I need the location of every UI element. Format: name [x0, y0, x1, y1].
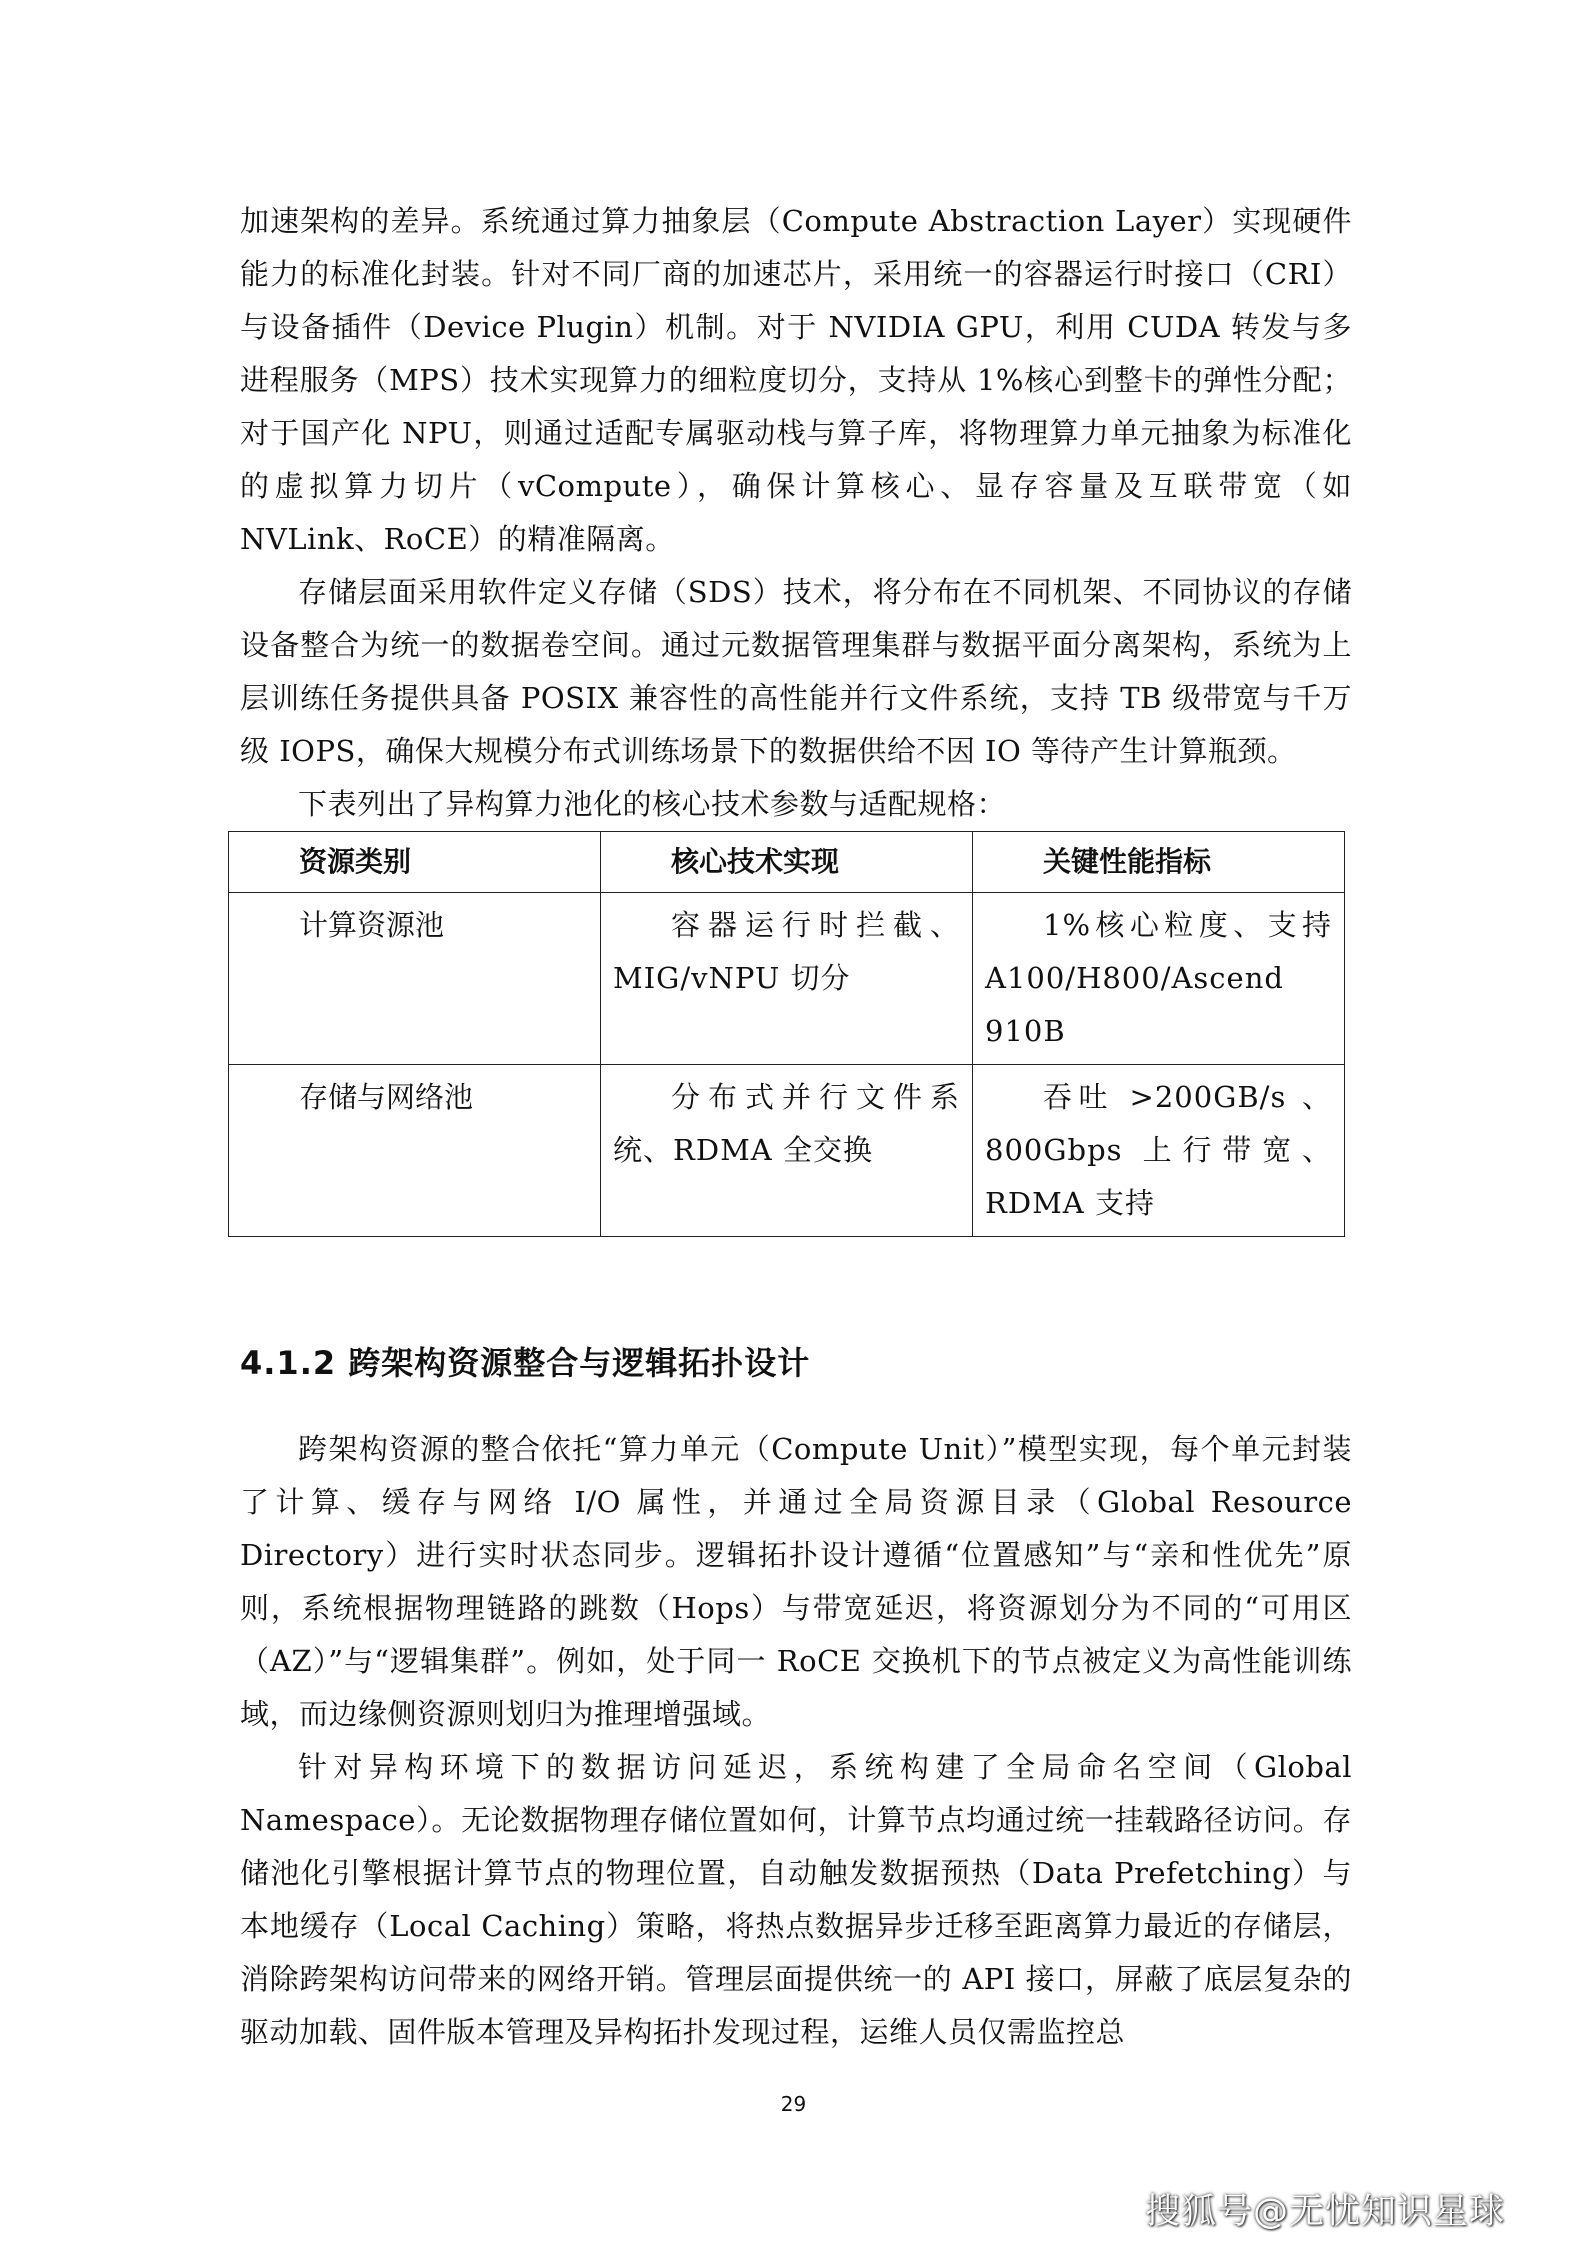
table-cell: 吞吐 >200GB/s 、800Gbps 上行带宽、RDMA 支持 — [973, 1065, 1345, 1237]
spec-table — [228, 831, 1345, 1237]
table-header-cell: 关键性能指标 — [973, 832, 1345, 893]
table-cell: 1%核心粒度、支持 A100/H800/Ascend 910B — [973, 893, 1345, 1065]
paragraph-compute-unit: 跨架构资源的整合依托“算力单元（Compute Unit）”模型实现，每个单元封装了计算、缓存与网络 I/O 属性，并通过全局资源目录（Global Resource Directory）进行实时状态同步。逻辑拓扑设计遵循“位置感知”与“亲和性优先”原则，系统根据物理链路的跳数（Hops）与带宽延迟，将资源划分为不同的“可用区（AZ）”与“逻辑集群”。例如，处于同一 RoCE 交换机下的节点被定义为高性能训练域，而边缘侧资源则划归为推理增强域。 — [240, 1432, 1352, 1731]
table-cell: 容器运行时拦截、MIG/vNPU 切分 — [601, 893, 973, 1065]
table-cell: 分布式并行文件系统、RDMA 全交换 — [601, 1065, 973, 1237]
page-number: 29 — [780, 2092, 807, 2116]
table-header-row — [229, 832, 1345, 893]
paragraph-compute-abstraction: 加速架构的差异。系统通过算力抽象层（Compute Abstraction Layer）实现硬件能力的标准化封装。针对不同厂商的加速芯片，采用统一的容器运行时接口（CRI）与设备插件（Device Plugin）机制。对于 NVIDIA GPU，利用 CUDA 转发与多进程服务（MPS）技术实现算力的细粒度切分，支持从 1%核心到整卡的弹性分配；对于国产化 NPU，则通过适配专属驱动栈与算子库，将物理算力单元抽象为标准化的虚拟算力切片（vCompute），确保计算核心、显存容量及互联带宽（如 NVLink、RoCE）的精准隔离。 — [240, 204, 1352, 556]
table-header-cell: 资源类别 — [229, 832, 601, 893]
paragraph-global-namespace: 针对异构环境下的数据访问延迟，系统构建了全局命名空间（Global Namespace）。无论数据物理存储位置如何，计算节点均通过统一挂载路径访问。存储池化引擎根据计算节点的物理位置，自动触发数据预热（Data Prefetching）与本地缓存（Local Caching）策略，将热点数据异步迁移至距离算力最近的存储层，消除跨架构访问带来的网络开销。管理层面提供统一的 API 接口，屏蔽了底层复杂的驱动加载、固件版本管理及异构拓扑发现过程，运维人员仅需监控总 — [240, 1750, 1352, 2049]
table-header-cell: 核心技术实现 — [601, 832, 973, 893]
table-row — [229, 1065, 1345, 1237]
watermark: 搜狐号@无忧知识星球 — [1144, 2192, 1505, 2232]
paragraph-storage-sds: 存储层面采用软件定义存储（SDS）技术，将分布在不同机架、不同协议的存储设备整合为统一的数据卷空间。通过元数据管理集群与数据平面分离架构，系统为上层训练任务提供具备 POSIX 兼容性的高性能并行文件系统，支持 TB 级带宽与千万级 IOPS，确保大规模分布式训练场景下的数据供给不因 IO 等待产生计算瓶颈。 — [240, 575, 1352, 768]
document-page — [240, 195, 1352, 2059]
table-row — [229, 893, 1345, 1065]
table-intro: 下表列出了异构算力池化的核心技术参数与适配规格： — [298, 787, 1007, 821]
table-cell: 计算资源池 — [229, 893, 601, 1065]
table-cell: 存储与网络池 — [229, 1065, 601, 1237]
section-heading: 4.1.2 跨架构资源整合与逻辑拓扑设计 — [240, 1344, 811, 1382]
